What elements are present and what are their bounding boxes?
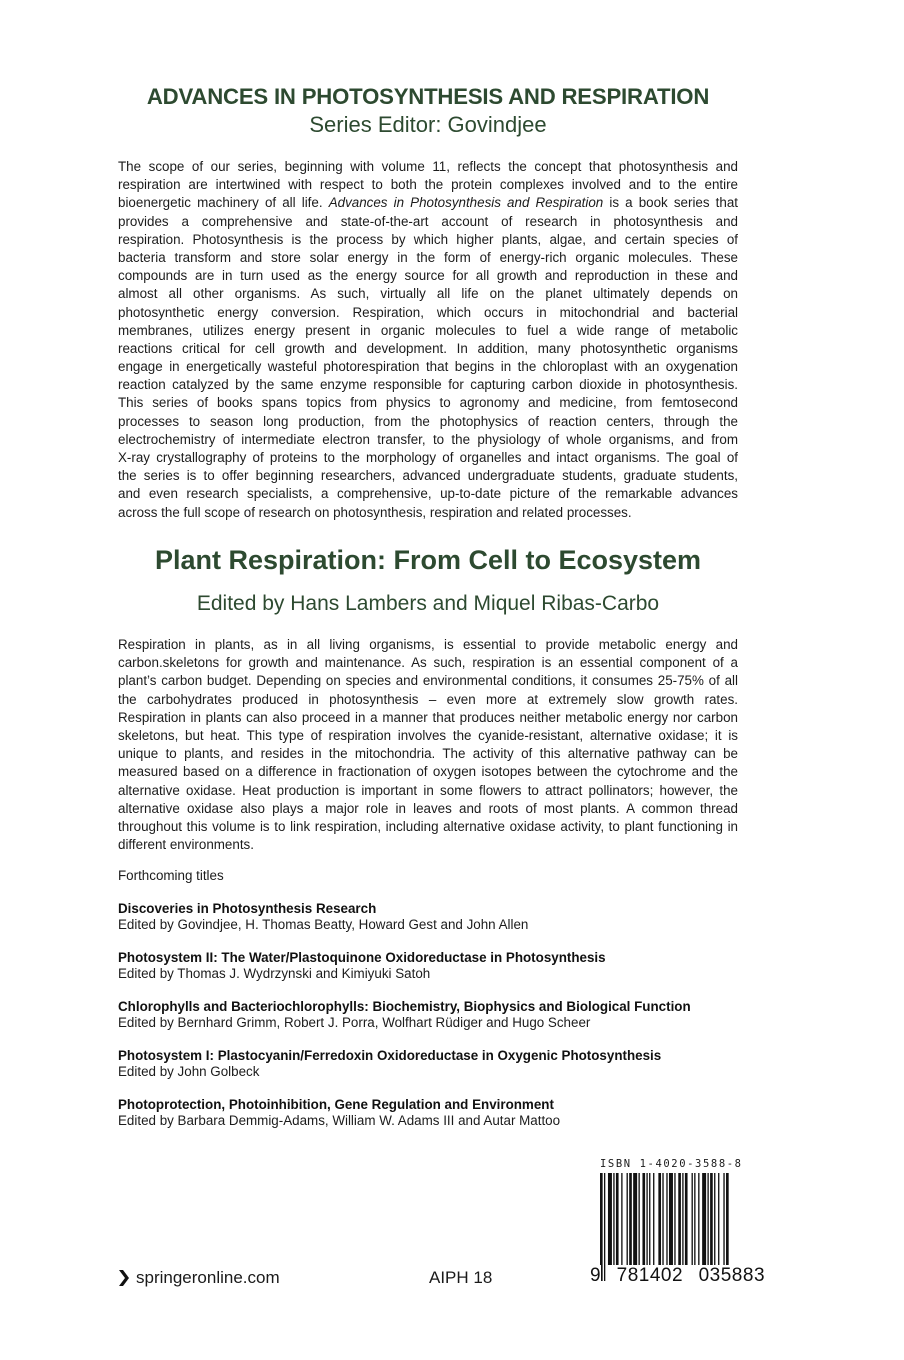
- forthcoming-item: [118, 901, 758, 950]
- forthcoming-title: Photosystem II: The Water/Plastoquinone Oxidoreductase in Photosynthesis: [118, 950, 606, 965]
- forthcoming-title: Chlorophylls and Bacteriochlorophylls: Biochemistry, Biophysics and Biological Function: [118, 999, 691, 1014]
- text-line: The scope of our series, beginning with volume 11, reflects the concept that photosynthesis and: [118, 159, 738, 174]
- forthcoming-editors: Edited by Barbara Demmig-Adams, William W. Adams III and Autar Mattoo: [118, 1113, 561, 1129]
- text-line: respiration are intertwined with respect to both the protein complexes involved and to the entire: [118, 177, 738, 193]
- text-line: across the full scope of research on photosynthesis, respiration and related processes.: [118, 504, 632, 520]
- forthcoming-item: [118, 1048, 758, 1097]
- text-line: processes to season long production, from the photophysics of reaction centers, through the: [118, 413, 738, 429]
- book-editors: Edited by Hans Lambers and Miquel Ribas-Carbo: [196, 592, 660, 615]
- website-text[interactable]: springeronline.com: [136, 1268, 280, 1287]
- text-line: membranes, utilizes energy present in organic molecules to fuel a wide range of metabolic: [118, 322, 738, 338]
- text-line: throughout this volume is to link respiration, including alternative oxidase activity, to plant functioning in: [118, 818, 738, 834]
- text-line: X-ray crystallography of proteins to the morphology of organelles and intact organisms. The goal of: [118, 450, 738, 465]
- forthcoming-editors: Edited by Bernhard Grimm, Robert J. Porra, Wolfhart Rüdiger and Hugo Scheer: [118, 1015, 591, 1031]
- text-line: Respiration in plants, as in all living organisms, is essential to provide metabolic energy and: [118, 637, 738, 652]
- text-line: the series is to offer beginning researchers, advanced undergraduate students, graduate students,: [118, 468, 738, 484]
- text-line: reaction catalyzed by the same enzyme responsible for capturing carbon dioxide in photosynthesis.: [118, 377, 738, 393]
- book-description: [118, 636, 738, 854]
- forthcoming-item: [118, 999, 758, 1048]
- publisher-website-link[interactable]: [118, 1268, 280, 1288]
- forthcoming-item: [118, 950, 758, 999]
- series-code: AIPH 18: [429, 1268, 493, 1287]
- forthcoming-editors: Edited by Thomas J. Wydrzynski and Kimiyuki Satoh: [118, 966, 431, 982]
- ean-right-group: 035883: [698, 1265, 766, 1286]
- text-line: plant’s carbon budget. Depending on species and environmental conditions, it consumes 25-75% of all: [118, 673, 738, 689]
- text-line: almost all other organisms. As such, virtually all life on the planet ultimately depends on: [118, 286, 738, 302]
- isbn-label: ISBN 1-4020-3588-8: [600, 1158, 743, 1170]
- series-title: ADVANCES IN PHOTOSYNTHESIS AND RESPIRATION: [146, 84, 710, 109]
- text-line: This series of books spans topics from physics to agronomy and medicine, from femtosecond: [118, 395, 738, 411]
- forthcoming-title: Discoveries in Photosynthesis Research: [118, 901, 377, 916]
- text-line: compounds are in turn used as the energy source for all growth and reproduction in these and: [118, 268, 738, 284]
- text-line: engage in energetically wasteful photorespiration that begins in the chloroplast with an oxygenation: [118, 359, 738, 375]
- text-line: unique to plants, and resides in the mitochondria. The activity of this alternative pathway can be: [118, 746, 738, 762]
- text-line: bacteria transform and store solar energy in the form of energy-rich organic molecules. These: [118, 249, 738, 265]
- book-title: Plant Respiration: From Cell to Ecosystem: [154, 545, 702, 575]
- text-line: measured based on a difference in fractionation of oxygen isotopes between the cytochrome and the: [118, 764, 738, 780]
- forthcoming-editors: Edited by John Golbeck: [118, 1064, 260, 1080]
- text-line: reactions critical for cell growth and development. In addition, many photosynthetic organisms: [118, 340, 738, 356]
- text-line: provides a comprehensive and state-of-the-art account of research in photosynthesis and: [118, 213, 738, 229]
- text-line: carbon.skeletons for growth and maintenance. As such, respiration is an essential component of a: [118, 655, 738, 671]
- forthcoming-editors: Edited by Govindjee, H. Thomas Beatty, Howard Gest and John Allen: [118, 917, 529, 933]
- text-line: Respiration in plants can also proceed in a manner that produces neither metabolic energy nor carbon: [118, 709, 738, 725]
- text-line: electrochemistry of intermediate electron transfer, to the physiology of whole organisms, and from: [118, 431, 738, 447]
- chevron-right-icon: [118, 1269, 130, 1287]
- text-line: and even research specialists, a comprehensive, up-to-date picture of the remarkable advances: [118, 486, 738, 502]
- forthcoming-list: [118, 901, 758, 1146]
- text-line: different environments.: [118, 837, 254, 853]
- forthcoming-label: Forthcoming titles: [118, 868, 224, 883]
- text-line: respiration. Photosynthesis is the process by which higher plants, algae, and certain species of: [118, 231, 738, 247]
- forthcoming-title: Photosystem I: Plastocyanin/Ferredoxin Oxidoreductase in Oxygenic Photosynthesis: [118, 1048, 662, 1063]
- ean-first-digit: 9: [590, 1265, 602, 1286]
- series-editor: Series Editor: Govindjee: [309, 112, 547, 137]
- text-line: the carbohydrates produced in photosynthesis – even more at extremely slow growth rates.: [118, 691, 738, 707]
- text-line: alternative oxidase. Heat production is important in some flowers to attract pollinators; however, the: [118, 782, 738, 798]
- text-line: bioenergetic machinery of all life. Advances in Photosynthesis and Respiration is a book series that: [118, 195, 739, 211]
- forthcoming-item: [118, 1097, 758, 1146]
- text-line: skeletons, but heat. This type of respiration involves the cyanide-resistant, alternative oxidase; it is: [118, 727, 738, 743]
- text-line: alternative oxidase also plays a major role in leaves and roots of most plants. A common thread: [118, 800, 738, 816]
- ean-left-group: 781402: [616, 1265, 684, 1286]
- forthcoming-title: Photoprotection, Photoinhibition, Gene Regulation and Environment: [118, 1097, 554, 1112]
- series-description: [118, 158, 738, 522]
- ean-number: [590, 1265, 765, 1287]
- text-line: photosynthetic energy conversion. Respiration, which occurs in mitochondrial and bacterial: [118, 304, 738, 320]
